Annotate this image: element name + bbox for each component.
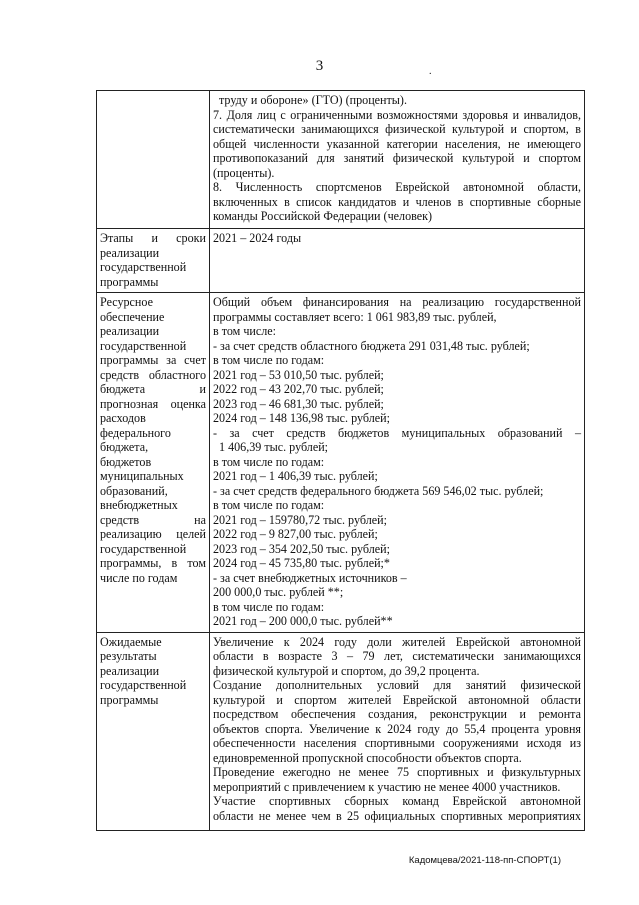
label-line: муниципальных (100, 469, 184, 483)
content-line: 2021 год – 53 010,50 тыс. рублей; (213, 367, 384, 382)
row-content-cell (210, 293, 585, 633)
content-line: 2022 год – 9 827,00 тыс. рублей; (213, 527, 378, 541)
content-line: 1 406,39 тыс. рублей; (219, 440, 329, 454)
content-line: единовременной пропускной способности объектов спорта. (213, 750, 522, 765)
content-line: мероприятий с привлечением к участию не менее 4000 участников. (213, 779, 561, 794)
label-line: реализации (100, 324, 160, 338)
content-line: 200 000,0 тыс. рублей **; (213, 585, 344, 599)
label-line: внебюджетных (100, 498, 178, 512)
content-line: 8. Численность спортсменов Еврейской автономной области, (213, 180, 581, 194)
label-line: программы, в том (100, 556, 206, 570)
content-line: области в возрасте 3 – 79 лет, систематически занимающихся (213, 649, 581, 663)
content-line: объектов спорта. Увеличение к 2024 году до 55,4 процента уровня (213, 721, 581, 736)
label-line: бюджета, (100, 440, 149, 454)
label-line: числе по годам (100, 570, 178, 585)
label-line: государственной (100, 541, 187, 556)
content-line: - за счет средств бюджетов муниципальных образований – (213, 425, 581, 440)
content-line: в том числе по годам: (213, 353, 325, 367)
content-line: культурой и спортом жителей Еврейской автономной области (213, 692, 581, 707)
content-line: 2023 год – 46 681,30 тыс. рублей; (213, 396, 384, 411)
content-line: 2022 год – 43 202,70 тыс. рублей; (213, 382, 384, 396)
content-line: включенных в список кандидатов и членов в спортивные сборные (213, 194, 581, 209)
content-line: 2023 год – 354 202,50 тыс. рублей; (213, 541, 390, 556)
content-line: команды Российской Федерации (человек) (213, 209, 433, 223)
label-line: Этапы и сроки (100, 231, 206, 245)
label-line: реализацию целей (100, 527, 206, 541)
label-line: средств на (100, 512, 206, 527)
label-line: реализации (100, 245, 160, 260)
content-line: в том числе по годам: (213, 454, 325, 469)
label-line: Ожидаемые (100, 634, 162, 649)
scan-dot: . (429, 66, 432, 77)
content-line: (проценты). (213, 165, 275, 180)
content-line: области не менее чем в 25 официальных спортивных мероприятиях (213, 808, 581, 823)
label-line: федерального (100, 425, 171, 440)
content-line: Участие спортивных сборных команд Еврейской автономной (213, 794, 581, 808)
content-line: 7. Доля лиц с ограниченными возможностями здоровья и инвалидов, (213, 107, 581, 122)
label-line: программы (100, 692, 159, 707)
content-line: 2021 год – 159780,72 тыс. рублей; (213, 512, 387, 527)
content-line: обеспеченности населения спортивными сооружениями исходя из (213, 736, 581, 750)
resources-row (97, 293, 585, 633)
row-label-cell (97, 632, 210, 830)
label-line: государственной (100, 678, 187, 692)
content-line: 2024 год – 148 136,98 тыс. рублей; (213, 411, 390, 425)
label-line: прогнозная оценка (100, 396, 206, 411)
label-line: программы за счет (100, 353, 206, 367)
indicators-continued-row (97, 91, 585, 229)
content-line: программы составляет всего: 1 061 983,89 тыс. рублей, (213, 309, 497, 324)
label-line: программы (100, 274, 159, 289)
content-line: 2024 год – 45 735,80 тыс. рублей;* (213, 556, 390, 570)
label-line: обеспечение (100, 309, 165, 324)
document-footer-code: Кадомцева/2021-118-пп-СПОРТ(1) (408, 855, 561, 866)
content-line: физической культурой и спортом, до 39,2 процента. (213, 663, 480, 678)
row-content-cell (210, 91, 585, 229)
content-line: противопоказаний для занятий физической культурой и спортом (213, 151, 581, 165)
content-line: - за счет средств федерального бюджета 569 546,02 тыс. рублей; (213, 483, 544, 498)
label-line: расходов (100, 411, 146, 425)
label-line: бюджетов (100, 454, 152, 469)
content-line: Общий объем финансирования на реализацию государственной (213, 295, 581, 309)
content-line: посредством обеспечения создания, реконструкции и ремонта (213, 707, 581, 721)
expected-results-row (97, 632, 585, 830)
label-line: государственной (100, 260, 187, 274)
label-line: государственной (100, 338, 187, 353)
label-line: образований, (100, 483, 168, 498)
content-line: - за счет средств областного бюджета 291 031,48 тыс. рублей; (213, 338, 530, 353)
row-content-cell (210, 229, 585, 293)
content-line: Увеличение к 2024 году доли жителей Еврейской автономной (213, 634, 581, 649)
row-label-cell (97, 229, 210, 293)
content-line: Создание дополнительных условий для занятий физической (213, 678, 581, 692)
content-line: 2021 год – 1 406,39 тыс. рублей; (213, 469, 378, 483)
content-line: в том числе по годам: (213, 599, 325, 614)
passport-table (96, 90, 585, 831)
content-line: Проведение ежегодно не менее 75 спортивных и физкультурных (213, 765, 581, 779)
content-line: в том числе по годам: (213, 498, 325, 512)
label-line: результаты (100, 649, 157, 663)
content-line: общей численности указанной категории населения, не имеющего (213, 136, 581, 151)
content-line: - за счет внебюджетных источников – (213, 570, 407, 585)
label-line: Ресурсное (100, 295, 153, 309)
label-line: средств областного (100, 367, 206, 382)
label-line: реализации (100, 663, 160, 678)
page-number: 3 (315, 58, 324, 74)
stages-row (97, 229, 585, 293)
content-line: в том числе: (213, 324, 277, 338)
label-line: бюджета и (100, 382, 206, 396)
content-line: труду и обороне» (ГТО) (проценты). (219, 93, 407, 107)
content-line: 2021 год – 200 000,0 тыс. рублей** (213, 614, 393, 628)
content-line: систематически занимающихся физической культурой и спортом, в (213, 122, 581, 136)
row-label-cell (97, 91, 210, 229)
row-content-cell (210, 632, 585, 830)
row-label-cell (97, 293, 210, 633)
content-line: 2021 – 2024 годы (213, 231, 302, 245)
